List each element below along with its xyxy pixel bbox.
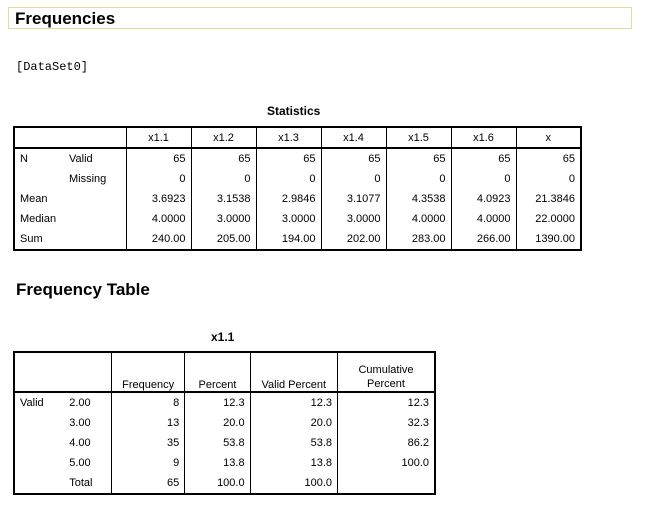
statistics-column-header[interactable]: x1.5 — [386, 127, 451, 148]
statistics-cell[interactable]: 3.1077 — [321, 189, 386, 209]
statistics-cell[interactable]: 4.0000 — [386, 209, 451, 229]
frequency-column-header[interactable]: Valid Percent — [250, 352, 337, 392]
statistics-cell[interactable]: 65 — [516, 148, 581, 169]
statistics-cell[interactable]: 65 — [451, 148, 516, 169]
frequency-column-header[interactable]: Percent — [185, 352, 250, 392]
frequency-cell[interactable] — [338, 473, 436, 494]
dataset-label: [DataSet0] — [16, 60, 89, 74]
frequency-row-label: 2.00 — [69, 397, 91, 409]
statistics-caption: Statistics — [267, 104, 321, 118]
statistics-column-header[interactable]: x1.6 — [451, 127, 516, 148]
statistics-column-header[interactable]: x1.3 — [256, 127, 321, 148]
frequency-row — [14, 392, 435, 413]
statistics-cell[interactable]: 65 — [386, 148, 451, 169]
statistics-cell[interactable]: 205.00 — [191, 229, 256, 250]
frequency-cell[interactable]: 53.8 — [250, 433, 337, 453]
statistics-row-label — [64, 209, 126, 229]
statistics-row — [14, 148, 581, 169]
frequency-table[interactable] — [13, 351, 436, 495]
statistics-cell[interactable]: 3.0000 — [321, 209, 386, 229]
statistics-row-group-label — [14, 169, 64, 189]
frequency-cell[interactable]: 13.8 — [250, 453, 337, 473]
frequency-row — [14, 453, 435, 473]
frequency-row-label: 5.00 — [69, 457, 91, 469]
statistics-cell[interactable]: 202.00 — [321, 229, 386, 250]
statistics-row-group-label: Median — [20, 213, 57, 225]
statistics-cell[interactable]: 3.6923 — [126, 189, 191, 209]
statistics-cell[interactable]: 4.0000 — [126, 209, 191, 229]
frequency-row — [14, 433, 435, 453]
frequency-cell[interactable]: 100.0 — [338, 453, 436, 473]
statistics-column-header[interactable]: x1.1 — [126, 127, 191, 148]
statistics-row-group-label: N — [20, 153, 28, 165]
statistics-cell[interactable]: 194.00 — [256, 229, 321, 250]
statistics-row-label — [64, 189, 126, 209]
statistics-column-header[interactable]: x1.2 — [191, 127, 256, 148]
frequency-cell[interactable]: 20.0 — [250, 413, 337, 433]
statistics-corner-cell — [14, 127, 126, 148]
statistics-header-row — [14, 127, 581, 148]
frequency-row — [14, 413, 435, 433]
frequency-column-header[interactable]: Cumulative Percent — [338, 352, 436, 392]
statistics-row — [14, 169, 581, 189]
statistics-cell[interactable]: 0 — [386, 169, 451, 189]
frequency-cell[interactable]: 13 — [111, 413, 184, 433]
frequency-cell[interactable]: 12.3 — [250, 392, 337, 413]
statistics-row-group-label: Sum — [20, 233, 43, 245]
frequency-cell[interactable]: 32.3 — [338, 413, 436, 433]
frequency-row-label: 3.00 — [69, 417, 91, 429]
frequency-cell[interactable]: 20.0 — [185, 413, 250, 433]
statistics-cell[interactable]: 1390.00 — [516, 229, 581, 250]
frequency-cell[interactable]: 12.3 — [185, 392, 250, 413]
frequency-column-header[interactable]: Frequency — [111, 352, 184, 392]
frequency-row-label: Total — [69, 477, 93, 489]
statistics-cell[interactable]: 3.0000 — [191, 209, 256, 229]
frequency-row-group-label — [14, 453, 64, 473]
statistics-cell[interactable]: 240.00 — [126, 229, 191, 250]
statistics-cell[interactable]: 0 — [516, 169, 581, 189]
statistics-column-header[interactable]: x — [516, 127, 581, 148]
page-title: Frequencies — [15, 9, 116, 28]
statistics-cell[interactable]: 0 — [191, 169, 256, 189]
statistics-cell[interactable]: 0 — [321, 169, 386, 189]
frequency-row-group-label — [14, 433, 64, 453]
statistics-cell[interactable]: 0 — [126, 169, 191, 189]
statistics-row — [14, 229, 581, 250]
statistics-cell[interactable]: 65 — [126, 148, 191, 169]
frequency-caption: x1.1 — [211, 330, 235, 344]
frequency-row-group-label — [14, 473, 64, 494]
statistics-row — [14, 209, 581, 229]
frequency-row-group-label — [14, 413, 64, 433]
frequency-corner-cell — [14, 352, 111, 392]
frequency-cell[interactable]: 9 — [111, 453, 184, 473]
statistics-column-header[interactable]: x1.4 — [321, 127, 386, 148]
frequency-row-label: 4.00 — [69, 437, 91, 449]
statistics-cell[interactable]: 4.3538 — [386, 189, 451, 209]
statistics-cell[interactable]: 283.00 — [386, 229, 451, 250]
frequency-cell[interactable]: 53.8 — [185, 433, 250, 453]
frequency-cell[interactable]: 100.0 — [250, 473, 337, 494]
statistics-cell[interactable]: 0 — [451, 169, 516, 189]
statistics-cell[interactable]: 65 — [256, 148, 321, 169]
statistics-cell[interactable]: 3.0000 — [256, 209, 321, 229]
statistics-cell[interactable]: 65 — [191, 148, 256, 169]
output-title-box[interactable] — [8, 7, 632, 29]
statistics-cell[interactable]: 3.1538 — [191, 189, 256, 209]
frequency-table-heading: Frequency Table — [16, 280, 150, 299]
statistics-cell[interactable]: 21.3846 — [516, 189, 581, 209]
statistics-cell[interactable]: 266.00 — [451, 229, 516, 250]
statistics-row — [14, 189, 581, 209]
statistics-row-label — [64, 229, 126, 250]
statistics-table[interactable] — [13, 126, 582, 251]
frequency-cell[interactable]: 65 — [111, 473, 184, 494]
statistics-row-label: Valid — [69, 153, 93, 165]
frequency-cell[interactable]: 12.3 — [338, 392, 436, 413]
statistics-cell[interactable]: 65 — [321, 148, 386, 169]
statistics-cell[interactable]: 0 — [256, 169, 321, 189]
statistics-cell[interactable]: 22.0000 — [516, 209, 581, 229]
statistics-cell[interactable]: 4.0000 — [451, 209, 516, 229]
frequency-row — [14, 473, 435, 494]
frequency-row-group-label: Valid — [20, 397, 44, 409]
statistics-cell[interactable]: 4.0923 — [451, 189, 516, 209]
frequency-cell[interactable]: 13.8 — [185, 453, 250, 473]
frequency-cell[interactable]: 35 — [111, 433, 184, 453]
statistics-row-label: Missing — [69, 173, 107, 185]
statistics-row-group-label: Mean — [20, 193, 48, 205]
frequency-cell[interactable]: 86.2 — [338, 433, 436, 453]
frequency-header-row — [14, 352, 435, 392]
frequency-cell[interactable]: 8 — [111, 392, 184, 413]
statistics-cell[interactable]: 2.9846 — [256, 189, 321, 209]
frequency-cell[interactable]: 100.0 — [185, 473, 250, 494]
